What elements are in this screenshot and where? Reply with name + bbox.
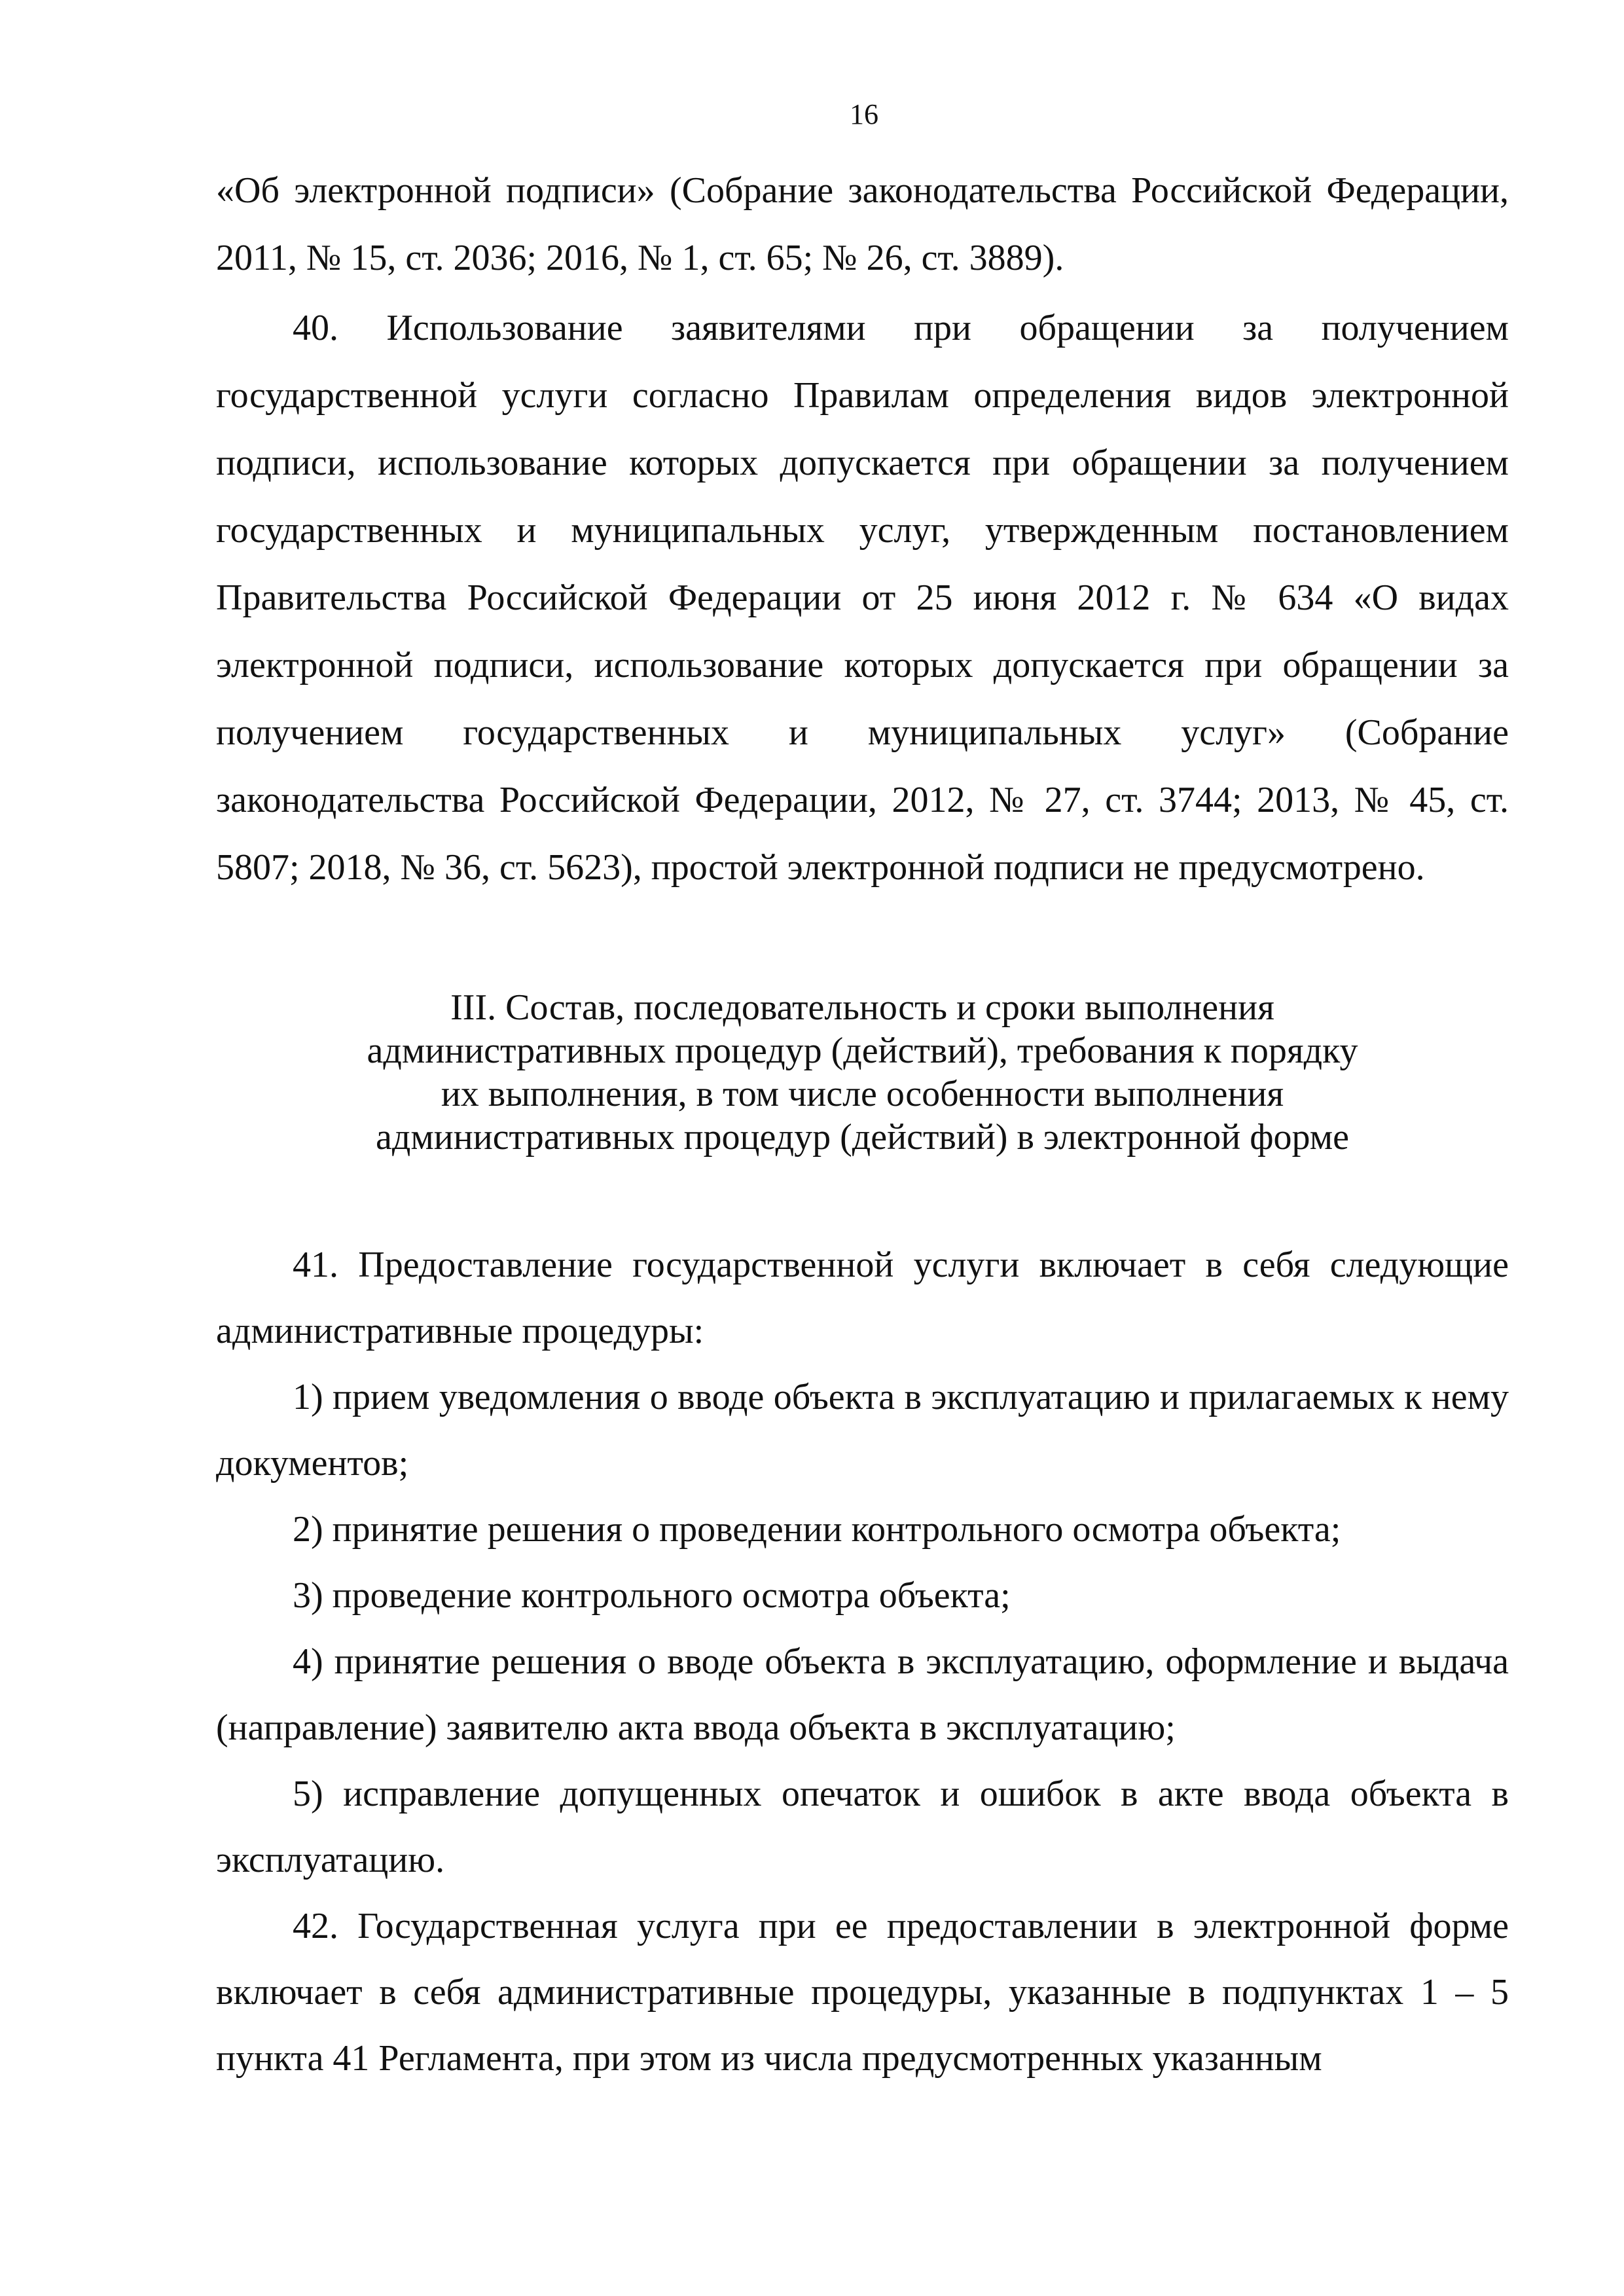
section-heading-line: их выполнения, в том числе особенности выполнения [441, 1074, 1284, 1114]
section-heading-line: административных процедур (действий) в электронной форме [376, 1117, 1349, 1157]
document-body [216, 157, 1509, 2092]
list-item-2: 2) принятие решения о проведении контрольного осмотра объекта; [293, 1509, 1341, 1550]
list-item-5: 5) исправление допущенных опечаток и ошибок в акте ввода объекта в эксплуатацию. [216, 1774, 1509, 1880]
page-number: 16 [850, 98, 878, 130]
section-heading-line: III. Состав, последовательность и сроки выполнения [450, 987, 1274, 1028]
paragraph-41-intro: 41. Предоставление государственной услуги включает в себя следующие административные процедуры: [216, 1245, 1509, 1351]
paragraph-42: 42. Государственная услуга при ее предоставлении в электронной форме включает в себя административные процедуры, указанные в подпунктах 1 – 5 пункта 41 Регламента, при этом из числа предусмотренных указанным [216, 1906, 1509, 2079]
list-item-1: 1) прием уведомления о вводе объекта в эксплуатацию и прилагаемых к нему документов; [216, 1377, 1509, 1484]
section-heading-iii [216, 986, 1509, 1159]
paragraph-continuation: «Об электронной подписи» (Собрание законодательства Российской Федерации, 2011, № 15, ст. 2036; 2016, № 1, ст. 65; № 26, ст. 3889). [216, 170, 1509, 278]
paragraph-40: 40. Использование заявителями при обращении за получением государственной услуги согласно Правилам определения видов электронной подписи, использование которых допускается при обращении за получением государственных и муниципальных услуг, утвержденным постановлением Правительства Российской Федерации от 25 июня 2012 г. № 634 «О видах электронной подписи, использование которых допускается при обращении за получением государственных и муниципальных услуг» (Собрание законодательства Российской Федерации, 2012, № 27, ст. 3744; 2013, № 45, ст. 5807; 2018, № 36, ст. 5623), простой электронной подписи не предусмотрено. [216, 308, 1509, 888]
section-heading-line: административных процедур (действий), требования к порядку [367, 1030, 1358, 1071]
list-item-3: 3) проведение контрольного осмотра объекта; [293, 1575, 1011, 1616]
list-item-4: 4) принятие решения о вводе объекта в эксплуатацию, оформление и выдача (направление) заявителю акта ввода объекта в эксплуатацию; [216, 1641, 1509, 1748]
